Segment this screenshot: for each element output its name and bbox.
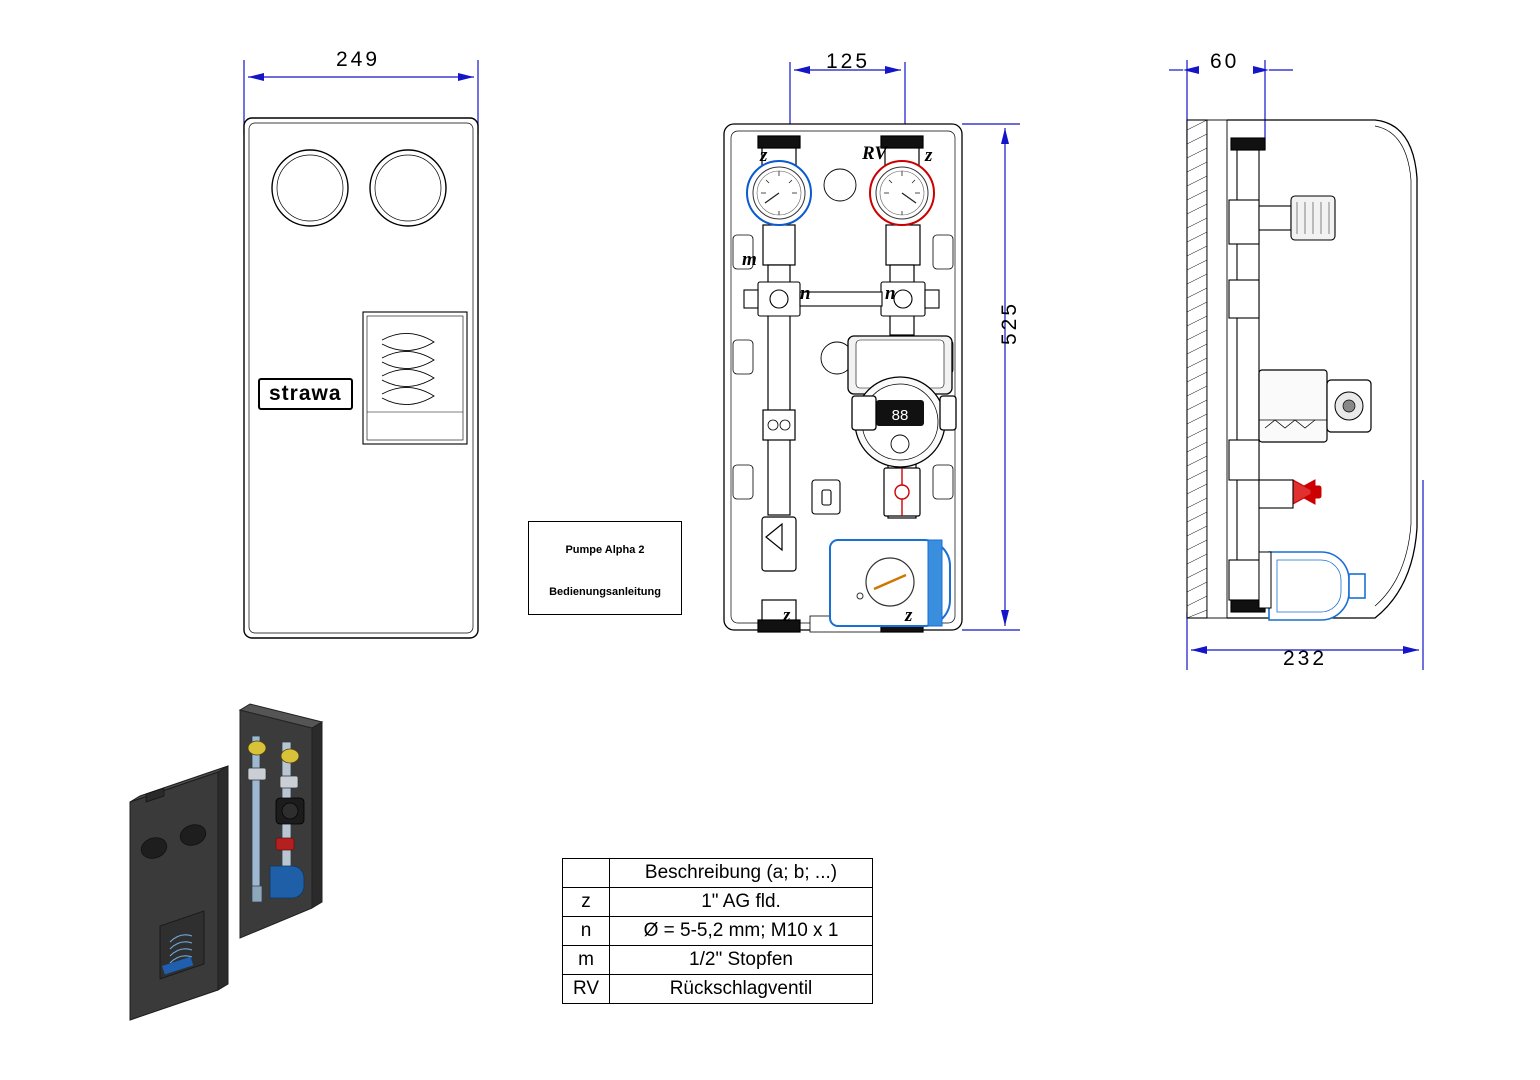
strawa-logo [258, 378, 353, 410]
dimension-label-232: 232 [1283, 647, 1328, 670]
legend-header-row [563, 859, 873, 888]
legend-key: z [563, 888, 610, 917]
lower-blue-valve [830, 540, 950, 626]
legend-table [562, 858, 873, 1004]
valve-handle-red [1293, 480, 1321, 504]
callout-n-left: n [800, 283, 811, 304]
table-row [563, 975, 873, 1004]
manual-subtitle: Bedienungsanleitung [549, 586, 661, 598]
dimension-label-60: 60 [1210, 50, 1240, 73]
callout-n-right: n [885, 283, 896, 304]
iso-cover [130, 766, 228, 1020]
front-view [230, 40, 550, 660]
legend-key: m [563, 946, 610, 975]
dimension-label-249: 249 [336, 48, 381, 71]
callout-z-bottom-left: z [783, 605, 791, 626]
legend-desc: 1" AG fld. [610, 888, 873, 917]
lower-blue-valve-side [1259, 552, 1365, 620]
callout-m: m [742, 249, 757, 270]
dimension-label-525: 525 [998, 300, 1021, 345]
legend-desc: Ø = 5-5,2 mm; M10 x 1 [610, 917, 873, 946]
strawa-logo-text: strawa [258, 378, 353, 410]
iso-assembly [240, 704, 322, 938]
dimension-525 [962, 124, 1020, 630]
table-row [563, 946, 873, 975]
pump-side [1259, 370, 1371, 442]
dimension-label-125: 125 [826, 50, 871, 73]
manual-booklet [528, 521, 682, 615]
legend-header-key [563, 859, 610, 888]
legend-key: RV [563, 975, 610, 1004]
table-row [563, 888, 873, 917]
manual-title: Pumpe Alpha 2 [565, 544, 645, 556]
legend-key: n [563, 917, 610, 946]
callout-z-bottom-right: z [905, 605, 913, 626]
assembly-front-view [700, 40, 1050, 660]
thermometer-side [1259, 196, 1335, 240]
legend-desc: Rückschlagventil [610, 975, 873, 1004]
legend-desc: 1/2" Stopfen [610, 946, 873, 975]
svg-text:88: 88 [891, 407, 909, 424]
side-view [1165, 40, 1455, 690]
legend-header-desc: Beschreibung (a; b; ...) [610, 859, 873, 888]
back-plate [1187, 120, 1227, 618]
callout-z-top-left: z [760, 145, 768, 166]
callout-z-top-right: z [925, 145, 933, 166]
isometric-view [100, 690, 400, 1050]
check-valve [884, 468, 920, 516]
callout-rv: RV [862, 143, 888, 164]
table-row [563, 917, 873, 946]
